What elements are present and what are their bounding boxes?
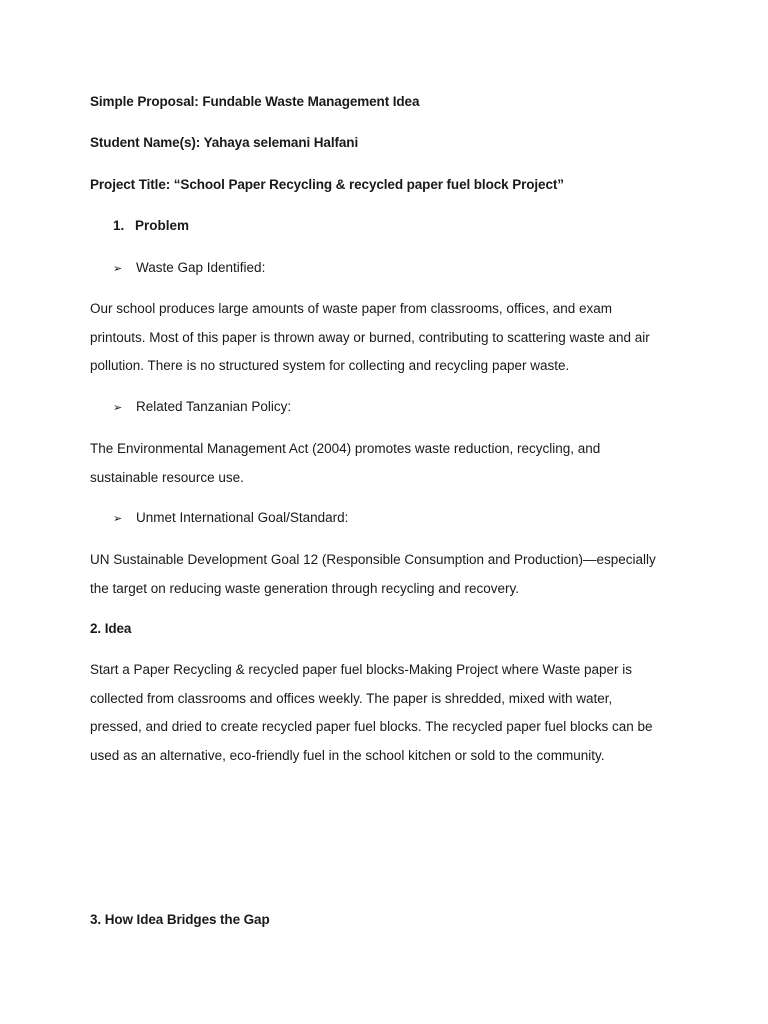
section-1-title: Problem: [135, 218, 190, 233]
paragraph-line: printouts. Most of this paper is thrown away or burned, contributing to scattering waste and air: [90, 329, 650, 345]
arrow-bullet-icon: ➢: [113, 513, 123, 525]
bullet-waste-gap-label: Waste Gap Identified:: [136, 260, 266, 275]
bullet-tanzanian-policy: [113, 398, 291, 417]
project-title: Project Title: “School Paper Recycling & recycled paper fuel block Project”: [90, 177, 564, 192]
paragraph-sdg: [90, 546, 690, 603]
proposal-title: Simple Proposal: Fundable Waste Management Idea: [90, 94, 420, 109]
section-1-number: 1.: [113, 218, 125, 233]
paragraph-line: Start a Paper Recycling & recycled paper fuel blocks-Making Project where Waste paper is: [90, 662, 632, 677]
bullet-tanzanian-policy-label: Related Tanzanian Policy:: [136, 399, 292, 414]
paragraph-line: UN Sustainable Development Goal 12 (Responsible Consumption and Production)—especially: [90, 552, 656, 567]
section-1-heading: [113, 217, 189, 235]
bullet-international-goal: [113, 509, 348, 528]
bullet-waste-gap: [113, 259, 265, 278]
paragraph-line: pollution. There is no structured system for collecting and recycling paper waste.: [90, 358, 570, 373]
paragraph-line: pressed, and dried to create recycled paper fuel blocks. The recycled paper fuel blocks can be: [90, 719, 653, 734]
arrow-bullet-icon: ➢: [113, 263, 123, 275]
arrow-bullet-icon: ➢: [113, 402, 123, 414]
paragraph-line: Our school produces large amounts of waste paper from classrooms, offices, and exam: [90, 301, 612, 316]
paragraph-line: the target on reducing waste generation through recycling and recovery.: [90, 580, 520, 596]
paragraph-idea: [90, 656, 690, 770]
paragraph-policy: [90, 435, 690, 492]
paragraph-line: collected from classrooms and offices weekly. The paper is shredded, mixed with water,: [90, 690, 613, 706]
student-name: Student Name(s): Yahaya selemani Halfani: [90, 135, 359, 150]
paragraph-line: used as an alternative, eco-friendly fuel in the school kitchen or sold to the community.: [90, 747, 605, 763]
section-3-heading: 3. How Idea Bridges the Gap: [90, 912, 270, 927]
section-2-heading: 2. Idea: [90, 621, 132, 636]
paragraph-line: The Environmental Management Act (2004) promotes waste reduction, recycling, and: [90, 441, 601, 456]
paragraph-waste-gap: [90, 295, 690, 381]
bullet-international-goal-label: Unmet International Goal/Standard:: [136, 510, 349, 525]
paragraph-line: sustainable resource use.: [90, 469, 244, 485]
